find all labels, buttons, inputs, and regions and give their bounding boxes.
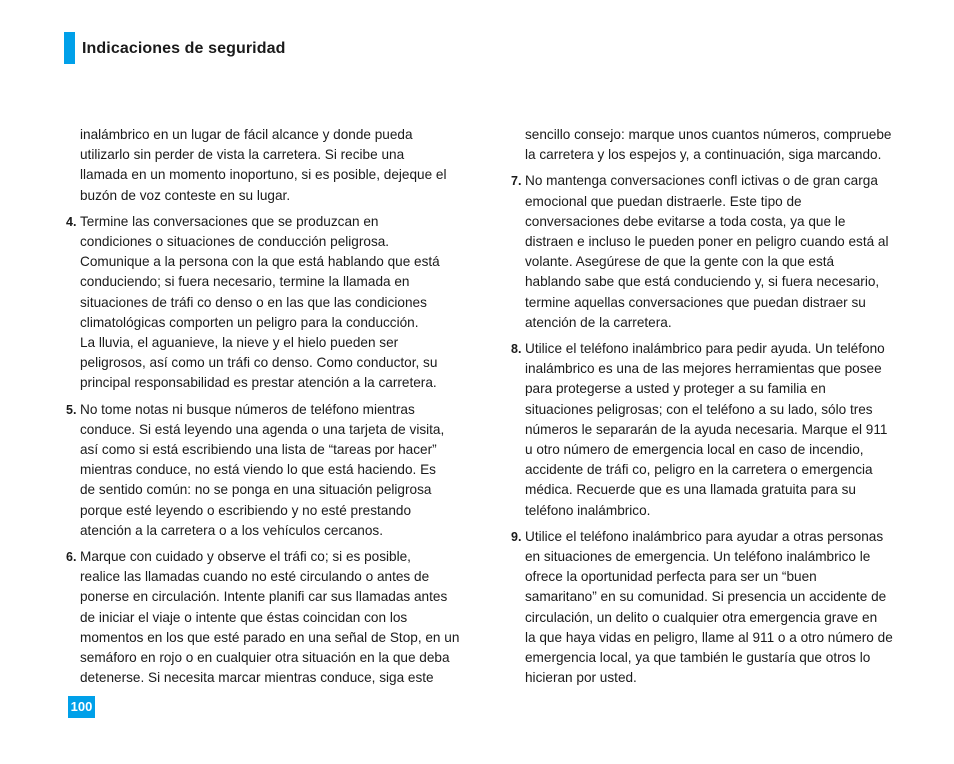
continuation-paragraph: [511, 125, 911, 165]
item-text: [525, 171, 911, 333]
item-text: [525, 339, 911, 521]
item-number: 5.: [66, 402, 77, 417]
left-column: [66, 125, 466, 694]
text-line: No mantenga conversaciones confl ictivas o de gran carga: [525, 173, 878, 189]
text-line: termine aquellas conversaciones que puedan distraer su: [525, 294, 866, 310]
list-item: [511, 171, 911, 333]
text-line: médica. Recuerde que es una llamada gratuita para su: [525, 482, 856, 498]
text-line: circulación, un delito o cualquier otra emergencia grave en: [525, 609, 878, 625]
text-line: distraen e incluso le pueden poner en peligro cuando está al: [525, 234, 889, 250]
text-line: Utilice el teléfono inalámbrico para ayudar a otras personas: [525, 528, 884, 544]
text-line: principal responsabilidad es prestar atención a la carretera.: [80, 375, 437, 391]
text-line: emocional que puedan distraerle. Este tipo de: [525, 193, 802, 209]
item-number: 6.: [66, 550, 77, 565]
list-item: [511, 339, 911, 521]
text-line: ponerse en circulación. Intente planifi car sus llamadas antes: [80, 589, 448, 605]
text-line: La lluvia, el aguanieve, la nieve y el hielo pueden ser: [80, 335, 399, 351]
text-line: inalámbrico es una de las mejores herramientas que posee: [525, 361, 882, 377]
text-line: la carretera y los espejos y, a continuación, siga marcando.: [525, 147, 882, 163]
text-line: u otro número de emergencia local en caso de incendio,: [525, 442, 864, 458]
text-line: inalámbrico en un lugar de fácil alcance y donde pueda: [80, 127, 413, 142]
text-line: en situaciones de emergencia. Un teléfono inalámbrico le: [525, 549, 871, 565]
page-number-badge: 100: [68, 696, 95, 718]
text-line: para protegerse a usted y proteger a su familia en: [525, 381, 826, 397]
text-line: Utilice el teléfono inalámbrico para pedir ayuda. Un teléfono: [525, 341, 885, 357]
text-line: mientras conduce, no está viendo lo que está haciendo. Es: [80, 462, 436, 478]
page-title: Indicaciones de seguridad: [82, 40, 286, 57]
text-line: momentos en los que esté parado en una señal de Stop, en un: [80, 629, 460, 645]
item-text: [80, 547, 466, 688]
text-line: ofrece la oportunidad perfecta para ser un “buen: [525, 569, 817, 585]
text-line: detenerse. Si necesita marcar mientras conduce, siga este: [80, 670, 434, 686]
text-line: semáforo en rojo o en cualquier otra situación en la que deba: [80, 650, 450, 666]
text-line: Comunique a la persona con la que está hablando que está: [80, 254, 440, 270]
text-line: peligrosos, así como un tráfi co denso. Como conductor, su: [80, 355, 438, 371]
text-line: llamada en un momento inoportuno, si es posible, dejeque el: [80, 167, 447, 183]
text-line: sencillo consejo: marque unos cuantos números, compruebe: [525, 127, 892, 142]
text-line: teléfono inalámbrico.: [525, 502, 651, 518]
text-line: Termine las conversaciones que se produzcan en: [80, 213, 379, 229]
item-text: [80, 212, 466, 394]
text-line: Marque con cuidado y observe el tráfi co; si es posible,: [80, 549, 411, 565]
list-item: [66, 547, 466, 688]
header-accent-bar: [64, 32, 75, 64]
item-text: [80, 400, 466, 541]
text-line: buzón de voz conteste en su lugar.: [80, 187, 291, 203]
text-line: climatológicas comporten un peligro para la conducción.: [80, 314, 419, 330]
text-line: conversaciones debe evitarse a toda costa, ya que le: [525, 213, 846, 229]
text-line: hablando sabe que está conduciendo y, si fuera necesario,: [525, 274, 880, 290]
paragraph-text: [525, 125, 911, 165]
item-number: 8.: [511, 342, 522, 357]
list-item: [511, 527, 911, 689]
text-line: porque esté leyendo o escribiendo y no esté prestando: [80, 502, 412, 518]
text-line: situaciones peligrosas; con el teléfono a su lado, sólo tres: [525, 401, 873, 417]
item-number: 7.: [511, 174, 522, 189]
item-number: 9.: [511, 529, 522, 544]
list-item: [66, 400, 466, 541]
list-item: [66, 212, 466, 394]
text-line: accidente de tráfi co, peligro en la carretera o emergencia: [525, 462, 873, 478]
text-line: volante. Asegúrese de que la gente con la que está: [525, 254, 835, 270]
text-line: de iniciar el viaje o intente que éstas coincidan con los: [80, 609, 408, 625]
item-number: 4.: [66, 214, 77, 229]
right-column: [511, 125, 911, 694]
text-line: No tome notas ni busque números de teléfono mientras: [80, 401, 415, 417]
text-line: conduce. Si está leyendo una agenda o una tarjeta de visita,: [80, 421, 445, 437]
text-line: emergencia local, ya que también le gustaría que otros lo: [525, 650, 871, 666]
text-line: atención de la carretera.: [525, 314, 672, 330]
text-line: atención a la carretera o a los vehículos cercanos.: [80, 522, 384, 538]
text-line: la que haya vidas en peligro, llame al 911 o a otro número de: [525, 629, 893, 645]
item-text: [525, 527, 911, 689]
text-line: samaritano” en su comunidad. Si presencia un accidente de: [525, 589, 887, 605]
text-line: utilizarlo sin perder de vista la carretera. Si recibe una: [80, 147, 405, 163]
text-line: realice las llamadas cuando no esté circulando o antes de: [80, 569, 430, 585]
text-line: condiciones o situaciones de conducción peligrosa.: [80, 234, 390, 250]
text-line: así como si está escribiendo una lista de “tareas por hacer”: [80, 442, 437, 458]
text-line: hicieran por usted.: [525, 670, 637, 686]
continuation-paragraph: [66, 125, 466, 206]
text-line: situaciones de tráfi co denso o en las que las condiciones: [80, 294, 427, 310]
text-line: números le separarán de la ayuda necesaria. Marque el 911: [525, 421, 888, 437]
text-line: conduciendo; si fuera necesario, termine la llamada en: [80, 274, 410, 290]
paragraph-text: [80, 125, 466, 206]
text-line: de sentido común: no se ponga en una situación peligrosa: [80, 482, 432, 498]
